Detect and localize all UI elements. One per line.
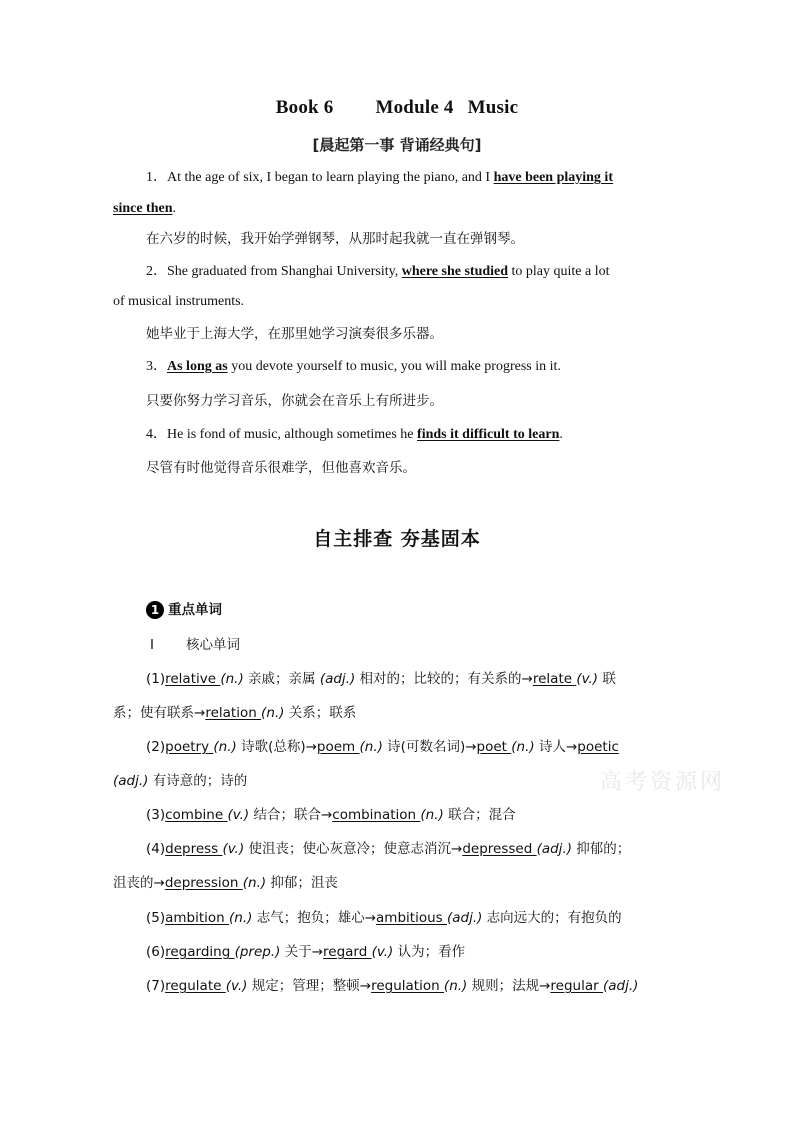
answer-word: ambition — [165, 910, 230, 926]
answer-word: combination — [332, 807, 421, 823]
vocab-item-5: (5)ambition (n.) 志气；抱负；雄心→ambitious (adj.) 志向远大的；有抱负的 — [146, 910, 622, 926]
vocab-item-2: (2)poetry (n.) 诗歌(总称)→poem (n.) 诗(可数名词)→poet (n.) 诗人→poetic — [146, 739, 619, 755]
key-phrase: since then — [113, 201, 173, 216]
key-phrase: As long as — [167, 359, 228, 374]
vocab-item-1: (1)relative (n.) 亲戚；亲属 (adj.) 相对的；比较的；有关系的→relate (v.) 联 — [146, 671, 616, 687]
vocab-heading: 1 重点单词 — [146, 600, 714, 620]
answer-word: poem — [316, 739, 360, 755]
answer-word: regular — [550, 978, 603, 994]
answer-word: regard — [323, 944, 372, 960]
answer-word: depressed — [462, 841, 537, 857]
answer-word: poetry — [165, 739, 214, 755]
answer-word: relation — [205, 705, 262, 721]
vocab-item-1-cont: 系；使有联系→relation (n.) 关系；联系 — [113, 705, 357, 721]
vocab-item-2-cont: (adj.) 有诗意的；诗的 — [113, 773, 248, 789]
answer-word: ambitious — [376, 910, 447, 926]
vocab-item-6: (6)regarding (prep.) 关于→regard (v.) 认为；看作 — [146, 944, 466, 960]
sentence-4-zh: 尽管有时他觉得音乐很难学，但他喜欢音乐。 — [146, 460, 416, 476]
answer-word: depression — [164, 875, 243, 891]
sentence-1-en-cont: since then. — [113, 201, 176, 216]
sentence-3-zh: 只要你努力学习音乐，你就会在音乐上有所进步。 — [146, 393, 443, 409]
vocab-subheading: Ⅰ 核心单词 — [150, 637, 240, 653]
vocab-item-3: (3)combine (v.) 结合；联合→combination (n.) 联合；混合 — [146, 807, 516, 823]
sentence-2-zh: 她毕业于上海大学，在那里她学习演奏很多乐器。 — [146, 326, 443, 342]
vocab-item-4: (4)depress (v.) 使沮丧；使心灰意冷；使意志消沉→depressed (adj.) 抑郁的； — [146, 841, 631, 857]
topic-label: Music — [467, 97, 519, 118]
answer-word: poetic — [577, 739, 619, 755]
sentence-3-en: 3．As long as you devote yourself to music, you will make progress in it. — [146, 359, 561, 374]
key-phrase: have been playing it — [493, 170, 613, 185]
answer-word: regarding — [165, 944, 235, 960]
watermark: 高考资源网 — [600, 770, 726, 795]
sentence-2-en: 2．She graduated from Shanghai University, where she studied to play quite a lot — [146, 264, 610, 279]
answer-word: combine — [165, 807, 228, 823]
number-badge: 1 — [146, 601, 164, 619]
answer-word: relative — [165, 671, 221, 687]
page-subtitle: [晨起第一事 背诵经典句] — [312, 136, 482, 154]
answer-word: regulation — [371, 978, 444, 994]
sentence-4-en: 4．He is fond of music, although sometimes he finds it difficult to learn. — [146, 427, 563, 442]
section-title: 自主排查 夯基固本 — [313, 528, 481, 550]
sentence-2-en-cont: of musical instruments. — [113, 294, 245, 309]
answer-word: relate — [532, 671, 577, 687]
answer-word: depress — [165, 841, 223, 857]
sentence-1-en: 1．At the age of six, I began to learn playing the piano, and I have been playing it — [146, 170, 613, 185]
key-phrase: where she studied — [401, 264, 509, 279]
key-phrase: finds it difficult to learn — [417, 427, 560, 442]
book-label: Book 6 — [275, 97, 334, 118]
answer-word: regulate — [165, 978, 226, 994]
vocab-item-4-cont: 沮丧的→depression (n.) 抑郁；沮丧 — [113, 875, 338, 891]
module-label: Module 4 — [375, 97, 454, 118]
answer-word: poet — [476, 739, 512, 755]
page-title — [0, 97, 794, 119]
vocab-item-7: (7)regulate (v.) 规定；管理；整顿→regulation (n.) 规则；法规→regular (adj.) — [146, 978, 639, 994]
sentence-1-zh: 在六岁的时候，我开始学弹钢琴，从那时起我就一直在弹钢琴。 — [146, 231, 524, 247]
